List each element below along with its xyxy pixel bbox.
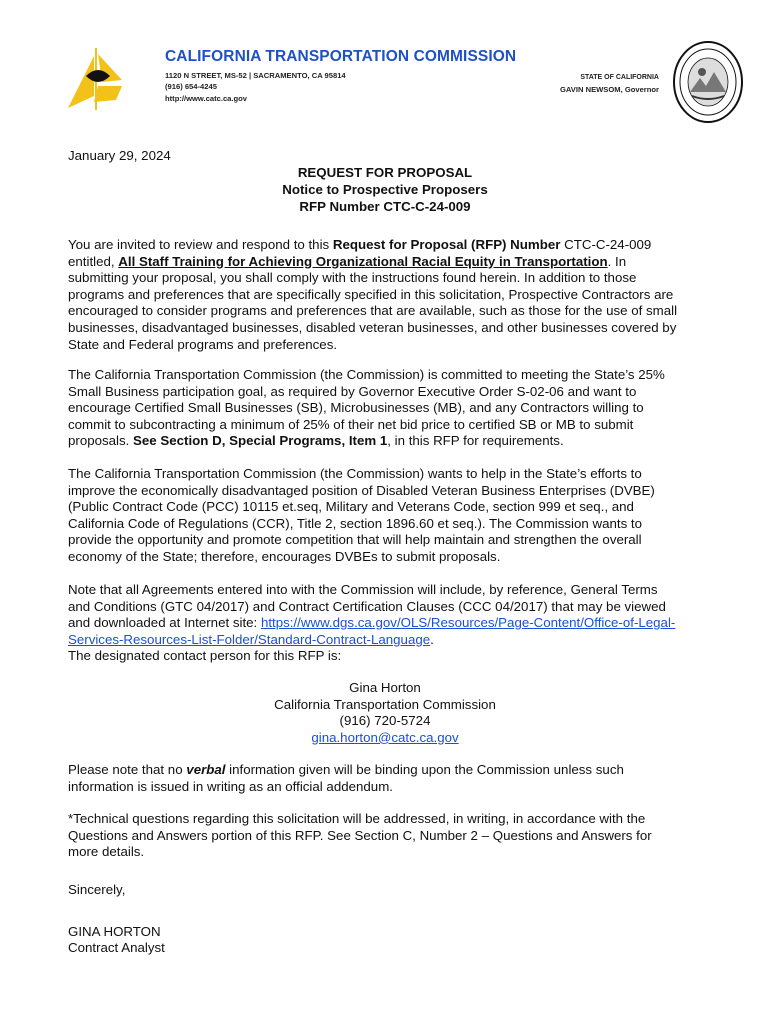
contact-phone: (916) 720-5724 [339, 713, 431, 729]
org-name: CALIFORNIA TRANSPORTATION COMMISSION [165, 48, 517, 65]
closing-sincerely: Sincerely, [68, 882, 126, 897]
rfp-title: REQUEST FOR PROPOSAL [297, 165, 473, 180]
paragraph-invitation: You are invited to review and respond to this Request for Proposal (RFP) Number CTC-C-24-009 entitled, All Staff Training for Achieving Organizational Racial Equity in Transportation. In submitting your proposal, you shall comply with the instructions found herein. In addition to those programs and preferences that are specifically specified in this solicitation, Prospective Contractors are encouraged to consider programs and preferences that are available, such as those for the use of small businesses, disadvantaged businesses, disabled veteran businesses, and other businesses covered by State and Federal programs and preferences. [68, 237, 678, 352]
dgs-contract-link-cont[interactable]: Services-Resources-List-Folder/Standard-Contract-Language [68, 631, 431, 647]
contact-name: Gina Horton [349, 680, 421, 695]
governor-name: GAVIN NEWSOM, Governor [559, 85, 659, 94]
signer-title: Contract Analyst [68, 940, 165, 955]
paragraph-technical-questions: *Technical questions regarding this solicitation will be addressed, in writing, in accordance with the Questions and Answers portion of this RFP. See Section C, Number 2 – Questions and Answers for more details. [68, 811, 652, 860]
state-label: STATE OF CALIFORNIA [580, 74, 659, 81]
rfp-number: RFP Number CTC-C-24-009 [299, 199, 471, 214]
org-address: 1120 N STREET, MS-52 | SACRAMENTO, CA 95814 [165, 71, 346, 80]
dgs-contract-link[interactable]: https://www.dgs.ca.gov/OLS/Resources/Page-Content/Office-of-Legal- [260, 615, 676, 631]
contact-org: California Transportation Commission [274, 696, 496, 712]
paragraph-terms: Note that all Agreements entered into with the Commission will include, by reference, General Terms and Conditions (GTC 04/2017) and Contract Certification Clauses (CCC 04/2017) that may be viewed and downloaded at Internet site: https://www.dgs.ca.gov/OLS/Resources/Page-Content/Office-of-Legal- Services-Resources-List-Folder/Standard-Contract-Language. The designated contact person for this RFP is: [68, 582, 676, 664]
org-website[interactable]: http://www.catc.ca.gov [165, 94, 247, 103]
state-seal-icon [672, 40, 744, 124]
contact-block [0, 680, 770, 746]
org-phone: (916) 654-4245 [165, 82, 217, 91]
rfp-subtitle: Notice to Prospective Proposers [282, 182, 488, 197]
paragraph-verbal: Please note that no verbal information given will be binding upon the Commission unless such information is issued in writing as an official addendum. [68, 762, 624, 794]
ctc-logo-icon [64, 46, 126, 112]
paragraph-dvbe: The California Transportation Commission (the Commission) wants to help in the State’s efforts to improve the economically disadvantaged position of Disabled Veteran Business Enterprises (DVBE) (Public Contract Code (PCC) 10115 et.seq, Military and Veterans Code, section 999 et seq., and California Code of Regulations (CCR), Title 2, section 1896.60 et seq.). The Commission wants to provide the opportunity and promote competition that will help maintain and strengthen the overall economy of the State; therefore, encourages DVBEs to submit proposals. [68, 466, 655, 564]
training-title: All Staff Training for Achieving Organizational Racial Equity in Transportation [118, 253, 608, 269]
paragraph-small-business: The California Transportation Commission (the Commission) is committed to meeting the State’s 25% Small Business participation goal, as required by Governor Executive Order S-02-06 and want to encourage Certified Small Businesses (SB), Microbusinesses (MB), and any Contractors willing to commit to subcontracting a minimum of 25% of their net bid price to certified SB or MB to submit proposals. See Section D, Special Programs, Item 1, in this RFP for requirements. [68, 367, 665, 449]
letterhead [0, 0, 770, 135]
signer-name: GINA HORTON [68, 924, 161, 939]
letter-date: January 29, 2024 [68, 148, 171, 163]
contact-email-link[interactable]: gina.horton@catc.ca.gov [311, 729, 459, 745]
